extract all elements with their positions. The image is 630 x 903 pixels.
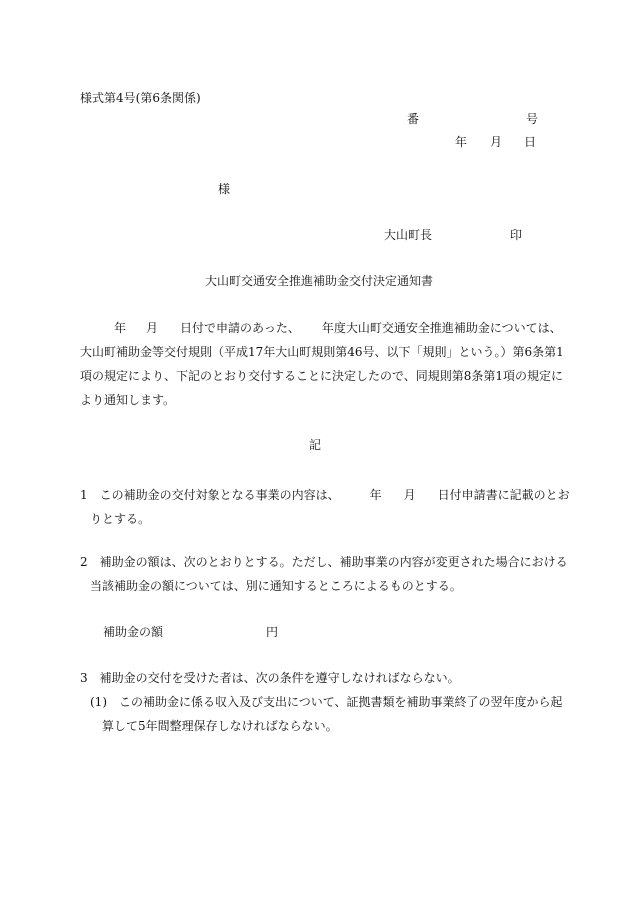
form-number: 様式第4号(第6条関係): [80, 91, 201, 105]
item-2-line-1: 2 補助金の額は、次のとおりとする。ただし、補助事業の内容が変更された場合における: [80, 555, 568, 569]
intro-line-2: 大山町補助金等交付規則（平成17年大山町規則第46号、以下「規則」という。）第6条第1: [80, 345, 564, 359]
date-month: 月: [490, 135, 503, 149]
document-title: 大山町交通安全推進補助金交付決定通知書: [205, 274, 434, 288]
intro-month: 月: [146, 321, 159, 335]
item-1-text-a: 1 この補助金の交付対象となる事業の内容は、: [80, 488, 340, 502]
intro-line-4: より通知します。: [80, 393, 176, 407]
item-1-year: 年: [369, 488, 382, 502]
item-3-sub-1-line-1: (1) この補助金に係る収入及び支出について、証拠書類を補助事業終了の翌年度から起: [90, 695, 563, 709]
item-1: [80, 483, 570, 531]
addressee-honorific: 様: [218, 182, 231, 196]
issuer-name: 大山町長: [384, 228, 433, 242]
number-prefix: 番: [407, 112, 420, 126]
ki-heading: 記: [309, 438, 322, 452]
intro-date-text: 日付で申請のあった、: [180, 321, 300, 335]
number-suffix: 号: [526, 112, 539, 126]
amount-unit: 円: [266, 625, 279, 639]
item-3: [80, 666, 563, 738]
date-year: 年: [455, 135, 468, 149]
item-3-sub-1-line-2: 算して5年間整理保存しなければならない。: [102, 719, 338, 733]
item-3-line-1: 3 補助金の交付を受けた者は、次の条件を遵守しなければならない。: [80, 671, 460, 685]
intro-paragraph: [80, 316, 564, 412]
item-1-text-d: 日付申請書に記載のとお: [437, 488, 570, 502]
intro-year: 年: [114, 321, 127, 335]
seal-mark: 印: [510, 228, 523, 242]
date-day: 日: [524, 135, 537, 149]
item-1-line-1: [80, 483, 570, 507]
amount-label: 補助金の額: [103, 625, 164, 639]
intro-fiscal-year-text: 年度大山町交通安全推進補助金については、: [321, 321, 562, 335]
item-2-line-2: 当該補助金の額については、別に通知するところによるものとする。: [90, 579, 462, 593]
item-2: [80, 550, 568, 598]
intro-line-1: [80, 316, 562, 340]
item-1-line-2: りとする。: [90, 512, 151, 526]
intro-line-3: 項の規定により、下記のとおり交付することに決定したので、同規則第8条第1項の規定に: [80, 369, 564, 383]
item-1-month: 月: [403, 488, 416, 502]
